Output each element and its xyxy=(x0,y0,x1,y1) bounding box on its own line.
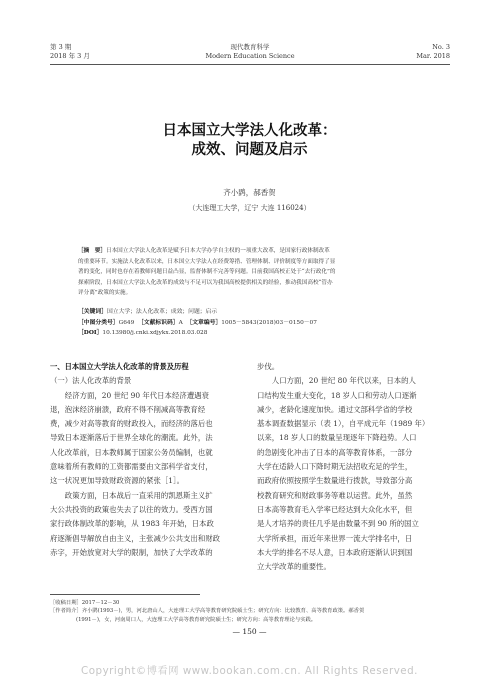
header-issue-number: 第 3 期 xyxy=(50,43,72,51)
text-line: 家行政体制改革的影响，从 1983 年开始，日本政 xyxy=(50,519,214,529)
article-title xyxy=(0,121,499,159)
authors: 齐小鹍，郝香贺 xyxy=(223,188,276,197)
journal-name-en: Modern Education Science xyxy=(205,52,295,60)
doi-value: 10.13980/j.cnki.xdjykx.2018.03.028 xyxy=(102,330,208,337)
text-line: 校教育研究和财政事务等难以运营。此外，虽然 xyxy=(257,490,413,500)
text-line: 赤字，开始放宽对大学的限制，加快了大学改革的 xyxy=(50,547,213,557)
abstract xyxy=(78,246,450,299)
keywords-value: 国立大学；法人化改革；成效；问题；启示 xyxy=(107,309,218,315)
abstract-label: ［摘 要］ xyxy=(78,248,106,254)
article-number-value: 1005－5843(2018)03－0150－07 xyxy=(221,319,317,326)
abstract-line: 评分离”政策的实施。 xyxy=(78,290,132,297)
text-line: 这一状况更加导致财政资源的紧张［1］。 xyxy=(50,476,185,486)
doc-code-label: ［文献标识码］ xyxy=(137,319,179,326)
article-title-line-2: 成效、问题及启示 xyxy=(191,141,308,158)
paragraph-population xyxy=(257,374,450,574)
clc-value: G649 xyxy=(118,319,135,326)
header-journal xyxy=(150,43,350,61)
text-line: 经济方面，20 世纪 90 年代日本经济遭遇衰 xyxy=(64,390,209,400)
doi xyxy=(78,328,450,339)
text-line: 导致日本逐渐落后于世界全球化的潮流。此外，法 xyxy=(50,433,213,443)
header-issue-en xyxy=(380,43,450,61)
text-line: 人口方面，20 世纪 80 年代以来，日本的人 xyxy=(271,376,416,386)
text-line: 立大学改革的重要性。 xyxy=(257,562,331,572)
section-heading: 一、日本国立大学法人化改革的背景及历程 xyxy=(50,362,189,371)
right-column xyxy=(257,360,450,574)
article-title-line-1: 日本国立大学法人化改革： xyxy=(162,122,337,139)
text-line: 费，减少对高等教育的财政投入，而经济的落后也 xyxy=(50,419,213,429)
clc-label: ［中图分类号］ xyxy=(78,319,119,326)
text-line: 减少，老龄化速度加快。通过文部科学省的学校 xyxy=(257,404,413,414)
text-line: 退，泡沫经济崩溃，政府不得不削减高等教育经 xyxy=(50,404,206,414)
header-issue xyxy=(50,43,90,61)
header-issue-number-en: No. 3 xyxy=(432,43,450,51)
text-line: 本大学的排名不尽人意，日本政府逐渐认识到国 xyxy=(257,547,413,557)
received-date: ［收稿日期］2017－12－30 xyxy=(50,600,120,606)
text-line: 大学在适龄人口下降时期无法招收充足的学生， xyxy=(257,462,413,472)
header-issue-date: 2018 年 3 月 xyxy=(50,52,90,60)
subsection-heading: （一）法人化改革的背景 xyxy=(50,376,132,386)
doc-code-value: A xyxy=(178,319,183,326)
text-line: 口结构发生重大变化，18 岁人口和劳动人口逐渐 xyxy=(257,390,417,400)
text-line: 人化改革前，日本教师属于国家公务员编制，也就 xyxy=(50,447,213,457)
text-line: 基本调查数据显示（表 1），自平成元年（1989 年） xyxy=(257,419,430,429)
abstract-line: ［摘 要］日本国立大学法人化改革是赋予日本大学办学自主权的一项重大改革，是国家行政体制改革 xyxy=(78,248,330,254)
text-line: 是人才培养的责任几乎是由数量不到 90 所的国立 xyxy=(257,519,419,529)
text-line: 大学所承担，而近年来世界一流大学排名中，日 xyxy=(257,533,413,543)
text-line: 日本高等教育毛入学率已经达到大众化水平，但 xyxy=(257,504,413,514)
header-issue-date-en: Mar. 2018 xyxy=(416,52,450,60)
article-number-label: ［文章编号］ xyxy=(186,319,222,326)
paragraph-policy xyxy=(50,489,242,560)
abstract-line: 探索阶段，日本国立大学法人化改革的成效与不足可以为我国高校提供相关的经验，推动我国高校“管办 xyxy=(78,279,333,286)
text-line: 的急剧变化冲击了日本的高等教育体系，一部分 xyxy=(257,447,413,457)
author-bio-cont: (1991－)，女，河南周口人，大连理工大学高等教育研究院硕士生；研究方向：高等教育理论与实践。 xyxy=(76,616,317,623)
keywords-label: ［关键词］ xyxy=(78,309,107,315)
text-line: 大公共投资的政策也失去了以往的效力。受西方国 xyxy=(50,504,213,514)
doi-label: ［DOI］ xyxy=(78,330,103,337)
paragraph-economy xyxy=(50,389,242,489)
abstract-line: 的重要环节。实施法人化改革以来，日本国立大学法人在经费筹措、管理体制、评价制度等方面取得了显 xyxy=(78,258,336,265)
copyright-watermark: Copyright©博看网 www.bookan.com.cn. All Rights Reserved. xyxy=(81,665,418,677)
journal-name-cn: 现代教育科学 xyxy=(230,43,270,51)
text-line: 步伐。 xyxy=(257,362,280,371)
classification-line xyxy=(78,318,450,329)
article-metadata xyxy=(78,307,450,339)
text-line: 府逐渐倡导解放自由主义，主张减少公共支出和财政 xyxy=(50,533,220,543)
header-rule xyxy=(50,64,450,65)
text-line: 以来，18 岁人口的数量呈现逐年下降趋势。人口 xyxy=(257,433,417,443)
footnote-rule xyxy=(50,594,200,595)
text-line: 意味着所有教师的工资都需要由文部科学省支付， xyxy=(50,462,213,472)
text-line: 政策方面，日本战后一直采用的凯恩斯主义扩 xyxy=(64,490,213,500)
affiliation: （大连理工大学，辽宁 大连 116024） xyxy=(188,204,311,212)
page-number: — 150 — xyxy=(232,627,267,636)
author-bio: ［作者简介］齐小鹍(1993－)，男，河北唐山人，大连理工大学高等教育研究院硕士生；研究方向：比较教育、高等教育政策。郝香贺 xyxy=(50,608,365,615)
keywords xyxy=(78,307,450,318)
abstract-line: 著的变化，同时也存在着教师问题日益凸显，监督体制不完善等问题。目前我国高校正处于“去行政化”的 xyxy=(78,269,336,276)
footnotes xyxy=(50,599,450,624)
left-column xyxy=(50,360,242,560)
text-line: 而政府依照按照学生数量进行拨款，导致部分高 xyxy=(257,476,413,486)
